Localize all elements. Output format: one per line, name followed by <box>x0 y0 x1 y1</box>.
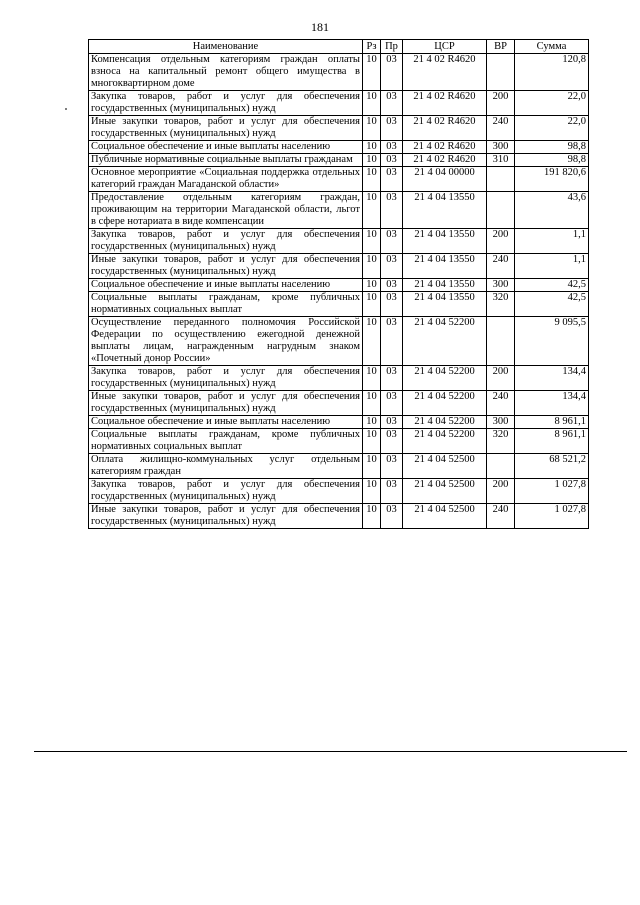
cell-rz: 10 <box>363 429 381 454</box>
cell-csr: 21 4 02 R4620 <box>403 116 487 141</box>
cell-vr: 300 <box>487 279 515 292</box>
cell-vr: 240 <box>487 504 515 529</box>
header-rz: Рз <box>363 40 381 54</box>
cell-rz: 10 <box>363 292 381 317</box>
cell-rz: 10 <box>363 279 381 292</box>
table-row <box>89 154 589 167</box>
cell-csr: 21 4 04 13550 <box>403 229 487 254</box>
cell-sum: 42,5 <box>515 292 589 317</box>
cell-name: Закупка товаров, работ и услуг для обеспечения государственных (муниципальных) нужд <box>89 91 363 116</box>
cell-rz: 10 <box>363 229 381 254</box>
cell-name: Предоставление отдельным категориям граждан, проживающим на территории Магаданской области, льгот в сфере нотариата в виде компенсации <box>89 192 363 229</box>
cell-csr: 21 4 04 52200 <box>403 416 487 429</box>
cell-rz: 10 <box>363 91 381 116</box>
cell-vr: 300 <box>487 416 515 429</box>
cell-csr: 21 4 04 52500 <box>403 479 487 504</box>
cell-csr: 21 4 04 00000 <box>403 167 487 192</box>
cell-vr: 240 <box>487 116 515 141</box>
cell-pr: 03 <box>381 504 403 529</box>
cell-name: Оплата жилищно-коммунальных услуг отдельным категориям граждан <box>89 454 363 479</box>
budget-table <box>88 39 589 529</box>
cell-sum: 1 027,8 <box>515 504 589 529</box>
cell-csr: 21 4 04 13550 <box>403 279 487 292</box>
cell-sum: 98,8 <box>515 154 589 167</box>
cell-csr: 21 4 04 52200 <box>403 366 487 391</box>
cell-rz: 10 <box>363 366 381 391</box>
cell-pr: 03 <box>381 192 403 229</box>
cell-csr: 21 4 04 13550 <box>403 292 487 317</box>
cell-name: Социальное обеспечение и иные выплаты населению <box>89 141 363 154</box>
cell-vr: 240 <box>487 254 515 279</box>
cell-pr: 03 <box>381 167 403 192</box>
cell-csr: 21 4 02 R4620 <box>403 91 487 116</box>
cell-pr: 03 <box>381 292 403 317</box>
cell-name: Иные закупки товаров, работ и услуг для обеспечения государственных (муниципальных) нужд <box>89 391 363 416</box>
table-row <box>89 429 589 454</box>
cell-csr: 21 4 02 R4620 <box>403 154 487 167</box>
cell-rz: 10 <box>363 154 381 167</box>
header-name: Наименование <box>89 40 363 54</box>
cell-vr <box>487 317 515 366</box>
cell-pr: 03 <box>381 154 403 167</box>
cell-name: Компенсация отдельным категориям граждан оплаты взноса на капитальный ремонт общего имущества в многоквартирном доме <box>89 54 363 91</box>
cell-pr: 03 <box>381 116 403 141</box>
cell-name: Иные закупки товаров, работ и услуг для обеспечения государственных (муниципальных) нужд <box>89 254 363 279</box>
cell-name: Социальные выплаты гражданам, кроме публичных нормативных социальных выплат <box>89 292 363 317</box>
cell-pr: 03 <box>381 429 403 454</box>
cell-name: Публичные нормативные социальные выплаты гражданам <box>89 154 363 167</box>
cell-vr: 200 <box>487 91 515 116</box>
cell-csr: 21 4 04 13550 <box>403 254 487 279</box>
cell-rz: 10 <box>363 416 381 429</box>
cell-rz: 10 <box>363 141 381 154</box>
cell-sum: 43,6 <box>515 192 589 229</box>
page-number: 181 <box>311 20 329 34</box>
cell-pr: 03 <box>381 416 403 429</box>
header-csr: ЦСР <box>403 40 487 54</box>
cell-pr: 03 <box>381 391 403 416</box>
cell-pr: 03 <box>381 479 403 504</box>
cell-sum: 1 027,8 <box>515 479 589 504</box>
cell-vr: 200 <box>487 479 515 504</box>
cell-rz: 10 <box>363 54 381 91</box>
table-row <box>89 279 589 292</box>
cell-vr <box>487 454 515 479</box>
cell-pr: 03 <box>381 141 403 154</box>
header-pr: Пр <box>381 40 403 54</box>
cell-rz: 10 <box>363 391 381 416</box>
cell-vr <box>487 167 515 192</box>
cell-vr: 200 <box>487 366 515 391</box>
cell-name: Осуществление переданного полномочия Российской Федерации по осуществлению ежегодной денежной выплаты лицам, награжденным нагрудным знаком «Почетный донор России» <box>89 317 363 366</box>
cell-sum: 68 521,2 <box>515 454 589 479</box>
cell-name: Основное мероприятие «Социальная поддержка отдельных категорий граждан Магаданской области» <box>89 167 363 192</box>
cell-csr: 21 4 02 R4620 <box>403 141 487 154</box>
cell-sum: 134,4 <box>515 366 589 391</box>
cell-pr: 03 <box>381 366 403 391</box>
cell-rz: 10 <box>363 254 381 279</box>
table-row <box>89 167 589 192</box>
cell-name: Закупка товаров, работ и услуг для обеспечения государственных (муниципальных) нужд <box>89 479 363 504</box>
table-header-row <box>89 40 589 54</box>
table-row <box>89 254 589 279</box>
cell-vr: 320 <box>487 292 515 317</box>
header-vr: ВР <box>487 40 515 54</box>
cell-csr: 21 4 02 R4620 <box>403 54 487 91</box>
table-row <box>89 141 589 154</box>
cell-pr: 03 <box>381 254 403 279</box>
cell-sum: 134,4 <box>515 391 589 416</box>
cell-sum: 9 095,5 <box>515 317 589 366</box>
table-row <box>89 504 589 529</box>
table-row <box>89 192 589 229</box>
cell-name: Иные закупки товаров, работ и услуг для обеспечения государственных (муниципальных) нужд <box>89 504 363 529</box>
table-row <box>89 454 589 479</box>
cell-rz: 10 <box>363 192 381 229</box>
cell-rz: 10 <box>363 116 381 141</box>
cell-rz: 10 <box>363 504 381 529</box>
table-row <box>89 91 589 116</box>
cell-sum: 42,5 <box>515 279 589 292</box>
cell-name: Закупка товаров, работ и услуг для обеспечения государственных (муниципальных) нужд <box>89 366 363 391</box>
table-row <box>89 54 589 91</box>
cell-sum: 8 961,1 <box>515 416 589 429</box>
cell-sum: 191 820,6 <box>515 167 589 192</box>
cell-vr: 300 <box>487 141 515 154</box>
table-row <box>89 416 589 429</box>
scan-speck <box>65 108 67 110</box>
cell-sum: 1,1 <box>515 229 589 254</box>
cell-vr <box>487 54 515 91</box>
cell-name: Социальное обеспечение и иные выплаты населению <box>89 279 363 292</box>
cell-sum: 22,0 <box>515 116 589 141</box>
cell-rz: 10 <box>363 454 381 479</box>
cell-pr: 03 <box>381 454 403 479</box>
cell-csr: 21 4 04 52500 <box>403 454 487 479</box>
cell-rz: 10 <box>363 479 381 504</box>
cell-sum: 8 961,1 <box>515 429 589 454</box>
cell-sum: 1,1 <box>515 254 589 279</box>
cell-vr: 310 <box>487 154 515 167</box>
table-row <box>89 391 589 416</box>
cell-vr: 320 <box>487 429 515 454</box>
table-row <box>89 479 589 504</box>
cell-sum: 22,0 <box>515 91 589 116</box>
cell-pr: 03 <box>381 54 403 91</box>
header-sum: Сумма <box>515 40 589 54</box>
cell-csr: 21 4 04 52200 <box>403 391 487 416</box>
table-row <box>89 317 589 366</box>
cell-pr: 03 <box>381 229 403 254</box>
cell-csr: 21 4 04 52200 <box>403 429 487 454</box>
cell-vr <box>487 192 515 229</box>
cell-vr: 200 <box>487 229 515 254</box>
table-row <box>89 116 589 141</box>
cell-csr: 21 4 04 13550 <box>403 192 487 229</box>
cell-pr: 03 <box>381 279 403 292</box>
cell-name: Иные закупки товаров, работ и услуг для обеспечения государственных (муниципальных) нужд <box>89 116 363 141</box>
bottom-rule <box>34 751 627 752</box>
table-row <box>89 292 589 317</box>
table-row <box>89 229 589 254</box>
cell-name: Закупка товаров, работ и услуг для обеспечения государственных (муниципальных) нужд <box>89 229 363 254</box>
cell-sum: 98,8 <box>515 141 589 154</box>
cell-pr: 03 <box>381 91 403 116</box>
cell-csr: 21 4 04 52200 <box>403 317 487 366</box>
table-row <box>89 366 589 391</box>
cell-vr: 240 <box>487 391 515 416</box>
cell-sum: 120,8 <box>515 54 589 91</box>
cell-rz: 10 <box>363 317 381 366</box>
cell-pr: 03 <box>381 317 403 366</box>
cell-csr: 21 4 04 52500 <box>403 504 487 529</box>
cell-name: Социальные выплаты гражданам, кроме публичных нормативных социальных выплат <box>89 429 363 454</box>
cell-rz: 10 <box>363 167 381 192</box>
cell-name: Социальное обеспечение и иные выплаты населению <box>89 416 363 429</box>
